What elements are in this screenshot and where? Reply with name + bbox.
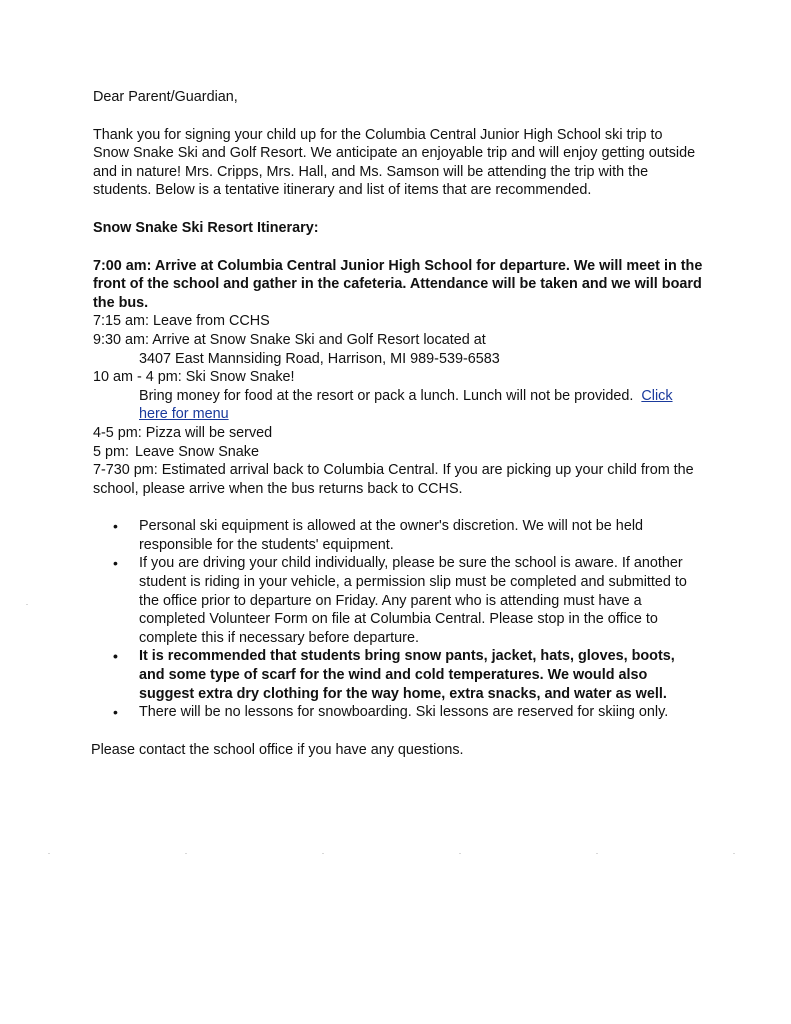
scan-speck	[185, 853, 187, 854]
scan-speck	[48, 853, 50, 854]
itinerary-heading: Snow Snake Ski Resort Itinerary:	[93, 219, 319, 236]
itinerary-return: 7-730 pm: Estimated arrival back to Columbia Central. If you are picking up your child from the school, please arrive when the bus returns back to CCHS.	[93, 462, 694, 497]
bullet-icon: •	[113, 648, 118, 665]
itinerary-leave: 7:15 am: Leave from CCHS	[93, 313, 270, 330]
bullet-icon: •	[113, 518, 118, 535]
scan-speck	[596, 853, 598, 854]
greeting: Dear Parent/Guardian,	[93, 89, 238, 105]
scan-speck	[459, 853, 461, 854]
note-text: It is recommended that students bring snow pants, jacket, hats, gloves, boots, and some type of scarf for the wind and cold temperatures. We would also suggest extra dry clothing for the way home, extra snacks, and water as well.	[139, 648, 675, 702]
bullet-icon: •	[113, 704, 118, 721]
itinerary-departure: 7:00 am: Arrive at Columbia Central Junior High School for departure. We will meet in the front of the school and gather in the cafeteria. Attendance will be taken and we will board the bus.	[93, 257, 703, 311]
scan-speck	[733, 853, 735, 854]
food-note-text: Bring money for food at the resort or pack a lunch. Lunch will not be provided.	[139, 387, 634, 404]
leave-resort-text: Leave Snow Snake	[135, 443, 260, 460]
itinerary-leave-resort	[93, 443, 703, 462]
note-driving	[93, 554, 703, 647]
itinerary	[93, 257, 703, 499]
leave-resort-time: 5 pm:	[93, 443, 129, 460]
menu-link[interactable]: Click here for menu	[139, 387, 673, 423]
note-text: If you are driving your child individually, please be sure the school is aware. If another student is riding in your vehicle, a permission slip must be completed and submitted to the office prior to departure on Friday. Any parent who is attending must have a completed Volunteer Form on file at Columbia Central. Please stop in the office to complete this if necessary before departure.	[139, 555, 687, 646]
itinerary-ski: 10 am - 4 pm: Ski Snow Snake!	[93, 369, 295, 386]
notes-list	[93, 517, 703, 722]
note-text: There will be no lessons for snowboarding. Ski lessons are reserved for skiing only.	[139, 704, 669, 721]
spacer	[93, 498, 703, 517]
itinerary-pizza: 4-5 pm: Pizza will be served	[93, 424, 273, 441]
note-text: Personal ski equipment is allowed at the owner's discretion. We will not be held responsible for the students' equipment.	[139, 518, 644, 553]
note-clothing	[93, 647, 703, 703]
scan-speck	[26, 604, 28, 605]
bullet-icon: •	[113, 555, 118, 572]
intro-paragraph: Thank you for signing your child up for the Columbia Central Junior High School ski trip to Snow Snake Ski and Golf Resort. We anticipate an enjoyable trip and will enjoy getting outside and in nature! Mrs. Cripps, Mrs. Hall, and Ms. Samson will be attending the trip with the students. Below is a tentative itinerary and list of items that are recommended.	[93, 126, 696, 199]
note-equipment	[93, 517, 703, 554]
itinerary-arrive: 9:30 am: Arrive at Snow Snake Ski and Golf Resort located at	[93, 331, 486, 348]
resort-address: 3407 East Mannsiding Road, Harrison, MI 989-539-6583	[139, 350, 500, 367]
itinerary-food-note	[93, 387, 703, 424]
closing-line: Please contact the school office if you have any questions.	[91, 741, 464, 758]
note-lessons	[93, 703, 703, 722]
scan-speck	[322, 853, 324, 854]
letter-body	[93, 88, 703, 774]
